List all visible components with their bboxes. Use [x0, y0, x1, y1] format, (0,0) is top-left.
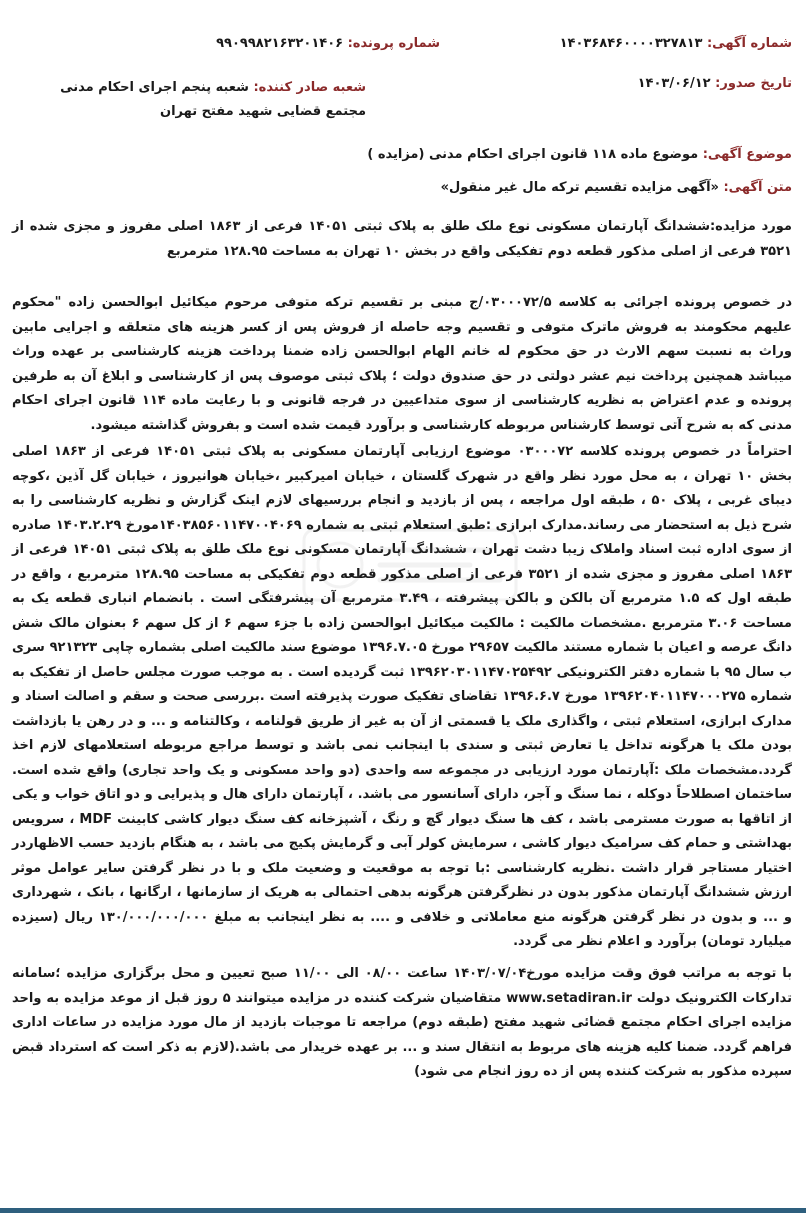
issue-date-label: تاریخ صدور: — [715, 76, 792, 91]
issue-date-value: ۱۴۰۳/۰۶/۱۲ — [637, 76, 711, 91]
issue-date — [638, 76, 792, 91]
notice-title: «آگهی مزایده تقسیم ترکه مال غیر منقول» — [440, 180, 719, 195]
subject-line — [367, 147, 792, 162]
ad-number — [560, 36, 792, 51]
auction-item-paragraph: مورد مزایده:ششدانگ آپارتمان مسکونی نوع ملک طلق به پلاک ثبتی ۱۴۰۵۱ فرعی از ۱۸۶۳ اصلی مفروز و مجزی شده از ۳۵۲۱ فرعی از اصلی مذکور قطعه دوم تفکیکی واقع در بخش ۱۰ تهران به مساحت ۱۲۸.۹۵ مترمربع — [12, 219, 792, 259]
bottom-bar — [0, 1208, 806, 1213]
subject-value: موضوع ماده ۱۱۸ قانون اجرای احکام مدنی (مزایده ) — [367, 147, 699, 162]
expert-report-paragraph: احتراماً در خصوص پرونده کلاسه ۰۳۰۰۰۷۲ موضوع ارزیابی آپارتمان مسکونی به پلاک ثبتی ۱۴۰۵۱ فرعی از ۱۸۶۳ اصلی بخش ۱۰ تهران ، به محل مورد نظر واقع در شهرک گلستان ، خیابان امیرکبیر ،خیابان هوانیروز ، خیابان گل آذین ،کوچه دیبای غربی ، پلاک ۵۰ ، طبقه اول مراجعه ، پس از بازدید و انجام بررسیهای لازم اینک گزارش و نظریه کارشناسی را به شرح ذیل به استحضار می رساند.مدارک ابرازی :طبق استعلام ثبتی به شماره ۱۴۰۳۸۵۶۰۱۱۴۷۰۰۴۰۶۹مورخ ۱۴۰۳.۲.۲۹ صادره از سوی اداره ثبت اسناد واملاک زیبا دشت تهران ، ششدانگ آپارتمان مسکونی نوع ملک طلق به پلاک ثبتی ۱۴۰۵۱ فرعی از ۱۸۶۳ اصلی مفروز و مجزی شده از ۳۵۲۱ فرعی از اصلی مذکور قطعه دوم تفکیکی به مساحت ۱۲۸.۹۵ مترمربع ، واقع در طبقه اول که ۱.۵ مترمربع آن بالکن و بالکن پیشرفته ، ۳.۴۹ مترمربع آن پیشرفتگی است . بانضمام انباری قطعه یک به مساحت ۳.۰۶ مترمربع .مشخصات مالکیت : مالکیت میکائیل ابوالحسن زاده با جزء سهم ۶ از کل سهم ۶ بعنوان مالک شش دانگ عرصه و اعیان با شماره مستند مالکیت ۲۹۶۵۷ مورخ ۱۳۹۶.۷.۰۵ موضوع سند مالکیت اصلی بشماره چاپی ۹۲۱۳۲۳ سری ب سال ۹۵ با شماره دفتر الکترونیکی ۱۳۹۶۲۰۳۰۱۱۴۷۰۲۵۴۹۲ ثبت گردیده است . به موجب صورت مجلس حاصل از تفکیک به شماره ۱۳۹۶۲۰۴۰۱۱۴۷۰۰۰۲۷۵ مورخ ۱۳۹۶.۶.۷ تقاضای تفکیک صورت پذیرفته است .بررسی صحت و سقم و اصالت اسناد و مدارک ابرازی، استعلام ثبتی ، واگذاری ملک یا قسمتی از آن به غیر از طریق قولنامه ، وکالتنامه و ... و در رهن یا بازداشت بودن ملک یا هرگونه تداخل یا تعارض ثبتی و سندی با اینجانب نمی باشد و توسط مراجع مربوطه استعلامهای لازم اخذ گردد.مشخصات ملک :آپارتمان مورد ارزیابی در مجموعه سه واحدی (دو واحد مسکونی و یک واحد تجاری) واقع شده است. ساختمان اصطلاحاً دوکله ، نما سنگ و آجر، دارای آسانسور می باشد. ، آپارتمان دارای هال و پذیرایی و دو اتاق خواب و یکی از اتاقها به صورت مسترمی باشد ، کف ها سنگ دیوار گچ و رنگ ، آشپزخانه کف سنگ دیوار کاشی کابینت MDF ، سرویس بهداشتی و حمام کف سرامیک دیوار کاشی ، سرمایش کولر آبی و گرمایش پکیج می باشد ، به هنگام بازدید حسب الاظهاردر اختیار مستاجر قرار داشت .نظریه کارشناسی :با توجه به موقعیت و وضعیت ملک و با در نظر گرفتن سایر عوامل موثر ارزش ششدانگ آپارتمان مذکور بدون در نظرگرفتن هرگونه بدهی احتمالی به هریک از سازمانها ، ارگانها ، بانک ، شهرداری و ... و بدون در نظر گرفتن هرگونه منع معاملاتی و خلافی و .... به نظر اینجانب به مبلغ ۱۳۰/۰۰۰/۰۰۰/۰۰۰ ریال (سیزده میلیارد تومان) برآورد و اعلام نظر می گردد. — [12, 444, 793, 949]
ad-number-label: شماره آگهی: — [706, 36, 792, 51]
notice-text-label: متن آگهی: — [723, 180, 792, 195]
file-number — [216, 36, 440, 51]
issuer-label: شعبه صادر کننده: — [253, 80, 366, 95]
subject-label: موضوع آگهی: — [702, 147, 792, 162]
issuer — [26, 76, 366, 124]
notice-title-line — [441, 180, 792, 195]
case-paragraph: در خصوص پرونده اجرائی به کلاسه ۰۳۰۰۰۷۲/۵/ج مبنی بر تقسیم ترکه متوفی مرحوم میکائیل ابوالحسن زاده "محکوم علیهم محکومند به فروش ماترک متوفی و تقسیم وجه حاصله از فروش پس از کسر هزینه های متعلقه و اجرایی مابین وراث به نسبت سهم الارث در حق محکوم له خانم الهام ابوالحسن زاده ضمنا پرداخت هزینه کارشناسی بر عهده وراث میباشد همچنین پرداخت نیم عشر دولتی در حق صندوق دولت ؛ پلاک ثبتی موصوف پس از کارشناسی و ابلاغ آن به طرفین پرونده و عدم اعتراض به نظریه کارشناسی از سوی متداعیین در فرجه قانونی و با رعایت ماده ۱۱۴ قانون اجرای احکام مدنی که به شرح آتی توسط کارشناس مربوطه کارشناسی و برآورد قیمت شده است و بفروش گذاشته میشود. — [12, 295, 792, 433]
file-number-label: شماره پرونده: — [347, 36, 440, 51]
auction-time-paragraph: با توجه به مراتب فوق وقت مزایده مورخ۱۴۰۳/۰۷/۰۴ ساعت ۰۸/۰۰ الی ۱۱/۰۰ صبح تعیین و محل برگزاری مزایده ؛سامانه تدارکات الکترونیک دولت www.setadiran.ir متقاضیان شرکت کننده در مزایده میتوانند ۵ روز قبل از موعد مزایده به واحد مزایده اجرای احکام مجتمع قضائی شهید مفتح (طبقه دوم) مراجعه تا موجبات بازدید از مال مورد مزایده در ساعات اداری فراهم گردد. ضمنا کلیه هزینه های مربوط به انتقال سند و ... بر عهده خریدار می باشد.(لازم به ذکر است که استرداد قبض سپرده مذکور به شرکت کننده پس از ده روز انجام می شود) — [12, 966, 793, 1079]
ad-number-value: ۱۴۰۳۶۸۴۶۰۰۰۰۳۲۷۸۱۳ — [559, 36, 703, 51]
file-number-value: ۹۹۰۹۹۸۲۱۶۳۲۰۱۴۰۶ — [216, 36, 344, 51]
issuer-value: شعبه پنجم اجرای احکام مدنی مجتمع قضایی شهید مفتح تهران — [60, 80, 366, 119]
